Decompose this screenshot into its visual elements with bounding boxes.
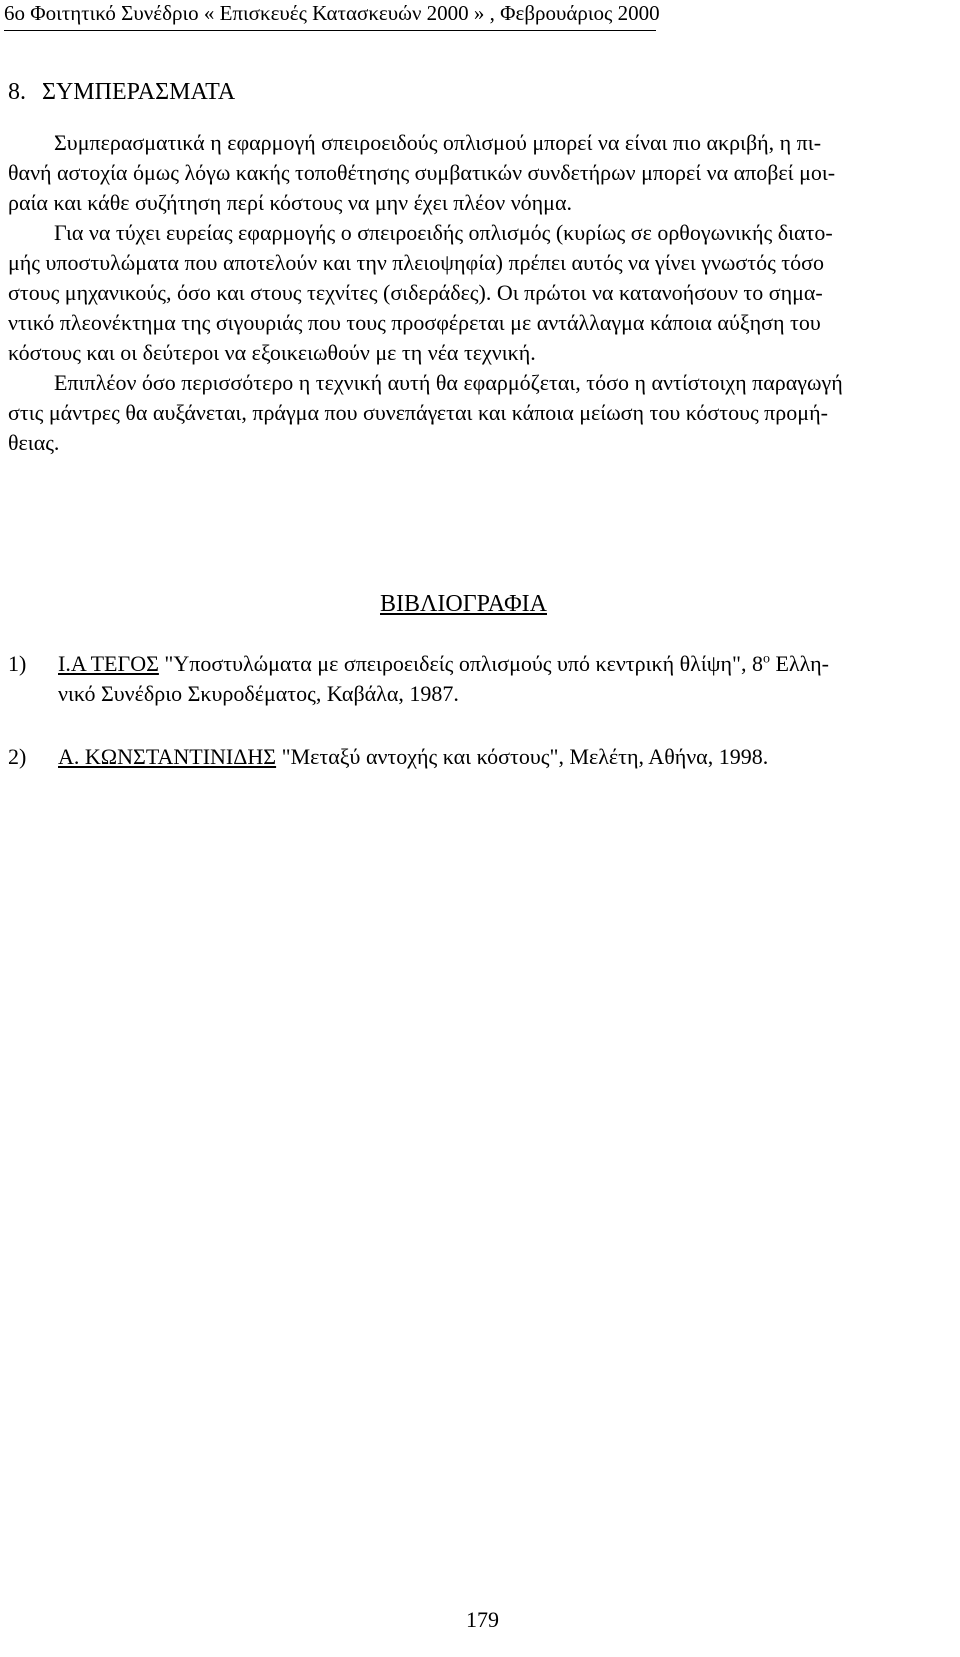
paragraph-line: Για να τύχει ευρείας εφαρμογής ο σπειροειδής οπλισμός (κυρίως σε ορθογωνικής διατο-	[54, 220, 833, 245]
paragraph-conclusion-3	[8, 368, 843, 458]
reference-item-1	[8, 649, 829, 709]
page-number: 179	[466, 1607, 499, 1632]
paragraph-line: κόστους και οι δεύτεροι να εξοικειωθούν με τη νέα τεχνική.	[8, 340, 536, 365]
reference-title: "Υποστυλώματα με σπειροειδείς οπλισμούς υπό κεντρική θλίψη", 8	[158, 651, 763, 676]
paragraph-line: στους μηχανικούς, όσο και στους τεχνίτες (σιδεράδες). Οι πρώτοι να κατανοήσουν το σημα-	[8, 280, 823, 305]
section-heading	[8, 78, 235, 106]
reference-title-end: Ελλη-	[770, 651, 829, 676]
reference-number: 1)	[8, 651, 27, 676]
running-header: 6ο Φοιτητικό Συνέδριο « Επισκευές Κατασκευών 2000 » , Φεβρουάριος 2000	[4, 0, 656, 31]
reference-author: Α. ΚΩΝΣΤΑΝΤΙΝΙΔΗΣ	[58, 744, 277, 769]
reference-author: Ι.Α ΤΕΓΟΣ	[58, 651, 159, 676]
ordinal-superscript: ο	[763, 651, 770, 667]
paragraph-line: ντικό πλεονέκτημα της σιγουριάς που τους προσφέρεται με αντάλλαγμα κάποια αύξηση του	[8, 310, 821, 335]
reference-item-2	[8, 742, 768, 772]
reference-continuation: νικό Συνέδριο Σκυροδέματος, Καβάλα, 1987.	[58, 681, 459, 706]
paragraph-line: ραία και κάθε συζήτηση περί κόστους να μην έχει πλέον νόημα.	[8, 190, 572, 215]
paragraph-line: Συμπερασματικά η εφαρμογή σπειροειδούς οπλισμού μπορεί να είναι πιο ακριβή, η πι-	[54, 130, 822, 155]
paragraph-line: Επιπλέον όσο περισσότερο η τεχνική αυτή θα εφαρμόζεται, τόσο η αντίστοιχη παραγωγή	[54, 370, 843, 395]
section-title: ΣΥΜΠΕΡΑΣΜΑΤΑ	[42, 79, 236, 105]
reference-title: "Μεταξύ αντοχής και κόστους", Μελέτη, Αθήνα, 1998.	[276, 744, 769, 769]
bibliography-heading: ΒΙΒΛΙΟΓΡΑΦΙΑ	[380, 591, 547, 617]
paragraph-line: στις μάντρες θα αυξάνεται, πράγμα που συνεπάγεται και κάποια μείωση του κόστους προμή-	[8, 400, 828, 425]
section-number: 8.	[8, 79, 26, 105]
paragraph-line: μής υποστυλώματα που αποτελούν και την πλειοψηφία) πρέπει αυτός να γίνει γνωστός τόσο	[8, 250, 825, 275]
reference-number: 2)	[8, 744, 27, 769]
paragraph-line: θανή αστοχία όμως λόγω κακής τοποθέτησης συμβατικών συνδετήρων μπορεί να αποβεί μοι-	[8, 160, 836, 185]
paragraph-line: θειας.	[8, 430, 60, 455]
paragraph-conclusion-2	[8, 218, 833, 368]
paragraph-conclusion-1	[8, 128, 835, 218]
